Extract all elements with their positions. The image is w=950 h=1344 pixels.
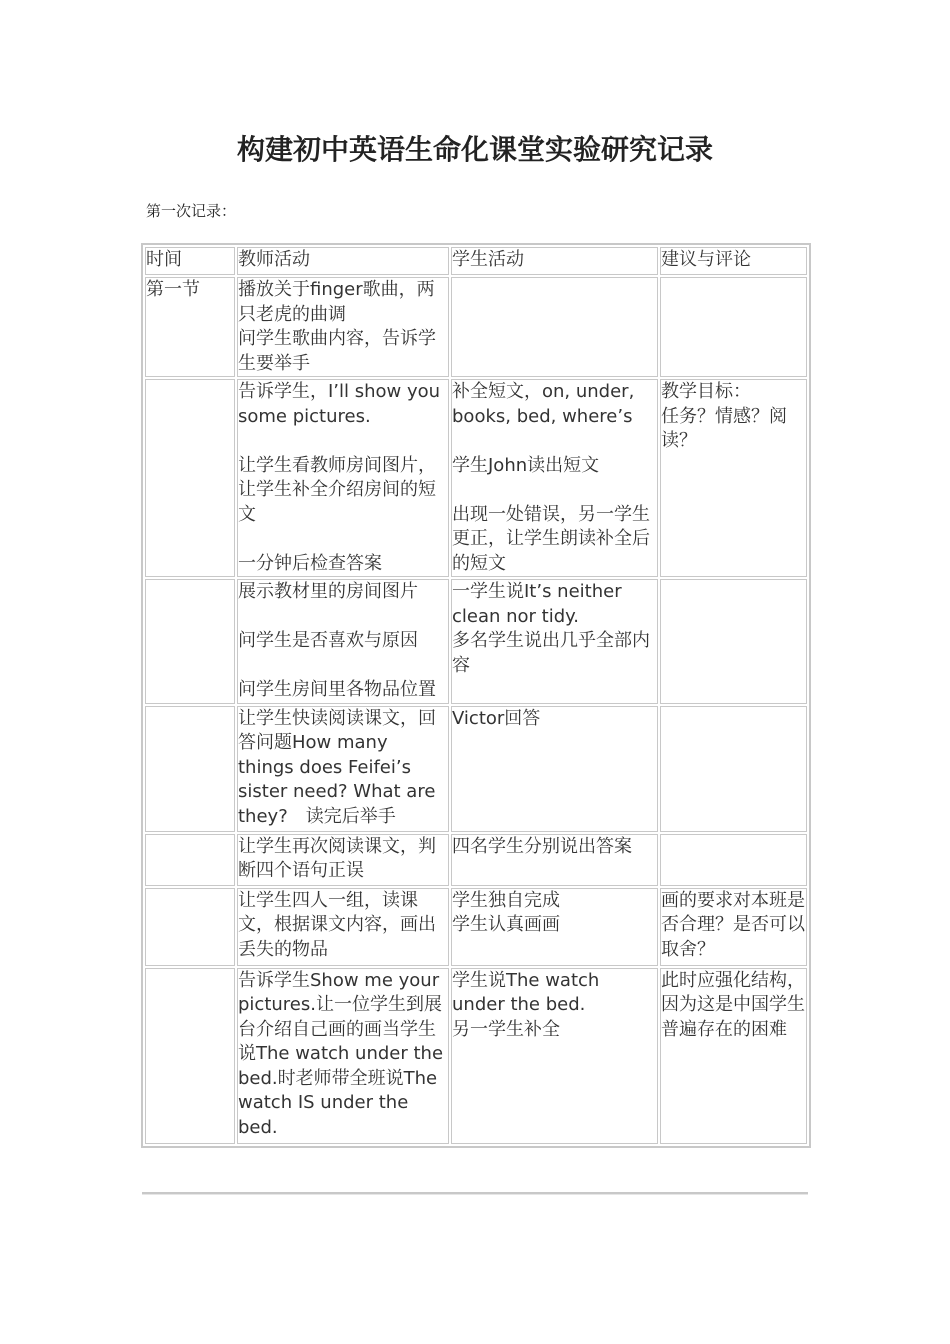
cell-text: 让学生再次阅读课文，判断四个语句正误 bbox=[238, 835, 436, 881]
table-row bbox=[145, 579, 807, 704]
cell-text: 任务？情感？阅读？ bbox=[661, 405, 787, 451]
cell-time bbox=[145, 706, 235, 832]
header-time bbox=[145, 247, 235, 275]
cell-text: 一分钟后检查答案 bbox=[238, 552, 382, 574]
table-row bbox=[145, 277, 807, 377]
cell-comment bbox=[660, 379, 807, 577]
cell-text: 学生认真画画 bbox=[452, 914, 560, 935]
cell-time bbox=[145, 834, 235, 886]
table-row bbox=[145, 379, 807, 577]
cell-text: 告诉学生，I’ll show you some pictures. bbox=[238, 381, 441, 427]
cell-text bbox=[238, 654, 448, 679]
cell-student bbox=[451, 379, 658, 577]
cell-text: Victor回答 bbox=[452, 707, 541, 729]
cell-teacher bbox=[237, 834, 449, 886]
cell-time bbox=[145, 579, 235, 704]
cell-text bbox=[452, 478, 657, 503]
cell-comment bbox=[660, 277, 807, 377]
cell-text: 第一节 bbox=[146, 279, 200, 300]
table-row bbox=[145, 706, 807, 832]
cell-teacher bbox=[237, 277, 449, 377]
cell-text: 告诉学生Show me your pictures.让一位学生到展台介绍自己画的画当学生说The watch under the bed.时老师带全班说The watch IS under the bed. bbox=[238, 969, 444, 1138]
record-label: 第一次记录： bbox=[146, 202, 237, 220]
cell-time bbox=[145, 888, 235, 966]
cell-text: 四名学生分别说出答案 bbox=[452, 835, 632, 857]
header-label: 时间 bbox=[146, 249, 182, 270]
table-row bbox=[145, 888, 807, 966]
record-table bbox=[141, 243, 811, 1148]
cell-text: 此时应强化结构，因为这是中国学生普遍存在的困难 bbox=[661, 969, 805, 1040]
cell-student bbox=[451, 968, 658, 1144]
table-header-row bbox=[145, 247, 807, 275]
cell-text: 问学生歌曲内容，告诉学生要举手 bbox=[238, 328, 436, 374]
cell-text bbox=[452, 429, 657, 454]
cell-text: 多名学生说出几乎全部内容 bbox=[452, 630, 650, 676]
cell-student bbox=[451, 888, 658, 966]
header-label: 教师活动 bbox=[238, 249, 310, 270]
cell-text: 让学生四人一组，读课文，根据课文内容，画出丢失的物品 bbox=[238, 889, 436, 960]
cell-comment bbox=[660, 579, 807, 704]
cell-comment bbox=[660, 706, 807, 832]
table-row bbox=[145, 968, 807, 1144]
cell-teacher bbox=[237, 579, 449, 704]
header-label: 建议与评论 bbox=[661, 249, 751, 270]
record-table-wrapper bbox=[141, 243, 809, 1148]
cell-text: 播放关于finger歌曲，两只老虎的曲调 bbox=[238, 279, 435, 325]
cell-student bbox=[451, 834, 658, 886]
cell-time bbox=[145, 277, 235, 377]
table-row bbox=[145, 834, 807, 886]
cell-student bbox=[451, 706, 658, 832]
cell-teacher bbox=[237, 888, 449, 966]
header-label: 学生活动 bbox=[452, 249, 524, 270]
cell-comment bbox=[660, 834, 807, 886]
cell-text: 教学目标： bbox=[661, 381, 751, 402]
cell-text: 学生John读出短文 bbox=[452, 454, 600, 476]
cell-text bbox=[238, 429, 448, 454]
cell-time bbox=[145, 968, 235, 1144]
cell-text: 让学生看教师房间图片，让学生补全介绍房间的短文 bbox=[238, 454, 436, 525]
cell-teacher bbox=[237, 379, 449, 577]
cell-text: 学生独自完成 bbox=[452, 889, 560, 911]
header-student-activity bbox=[451, 247, 658, 275]
cell-time bbox=[145, 379, 235, 577]
cell-text: 展示教材里的房间图片 bbox=[238, 581, 418, 602]
horizontal-divider bbox=[142, 1192, 808, 1195]
cell-text bbox=[238, 527, 448, 552]
cell-text: 问学生房间里各物品位置 bbox=[238, 679, 436, 700]
cell-student bbox=[451, 579, 658, 704]
cell-teacher bbox=[237, 706, 449, 832]
cell-text: 画的要求对本班是否合理？是否可以取舍？ bbox=[661, 889, 805, 960]
cell-text bbox=[238, 605, 448, 630]
cell-text: 一学生说It’s neither clean nor tidy. bbox=[452, 581, 622, 627]
cell-text: 出现一处错误，另一学生更正，让学生朗读补全后的短文 bbox=[452, 503, 650, 574]
cell-text: 另一学生补全 bbox=[452, 1018, 560, 1040]
record-table-body bbox=[145, 247, 807, 1144]
cell-text: 学生说The watch under the bed. bbox=[452, 969, 600, 1015]
cell-teacher bbox=[237, 968, 449, 1144]
cell-text: 问学生是否喜欢与原因 bbox=[238, 630, 418, 651]
document-title: 构建初中英语生命化课堂实验研究记录 bbox=[236, 133, 713, 166]
header-comment bbox=[660, 247, 807, 275]
cell-comment bbox=[660, 968, 807, 1144]
cell-comment bbox=[660, 888, 807, 966]
cell-text: 让学生快读阅读课文，回答问题How many things does Feifei’s sister need? What are they? 读完后举手 bbox=[238, 707, 436, 827]
cell-text: 补全短文，on, under, books, bed, where’s bbox=[452, 381, 635, 427]
header-teacher-activity bbox=[237, 247, 449, 275]
cell-student bbox=[451, 277, 658, 377]
